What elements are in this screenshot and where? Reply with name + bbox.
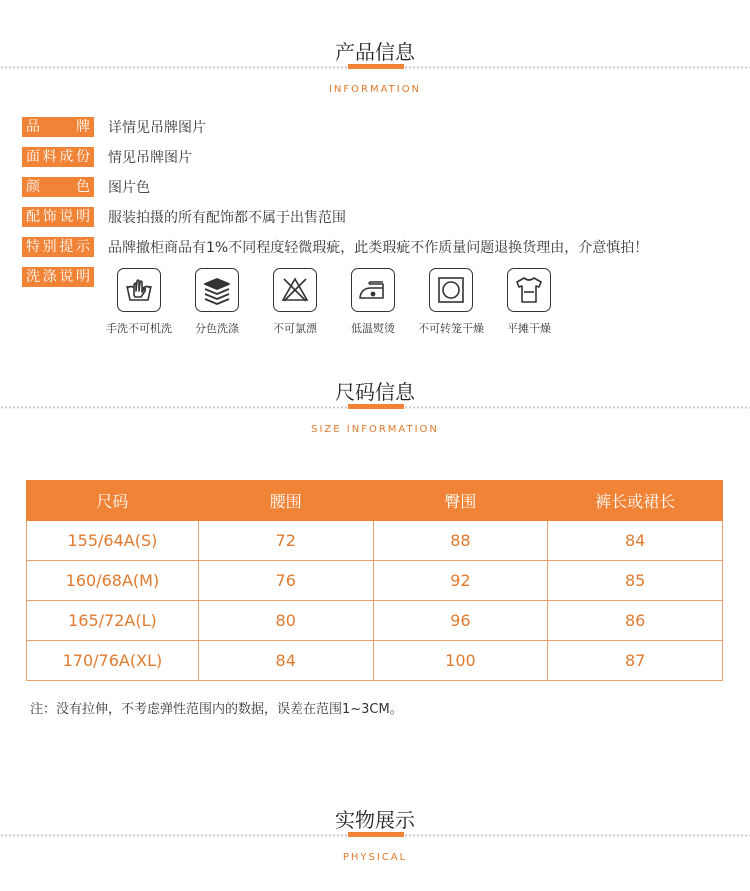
info-label: 特别提示 [22, 237, 94, 257]
table-cell: 92 [373, 561, 548, 601]
care-label: 手洗不可机洗 [106, 322, 172, 335]
size-table [26, 480, 723, 681]
info-label: 颜 色 [22, 177, 94, 197]
info-row-color [22, 176, 150, 198]
separate-wash-icon [195, 268, 239, 312]
accent-bar [348, 64, 404, 69]
table-cell: 85 [548, 561, 723, 601]
accent-bar [348, 832, 404, 837]
table-row [27, 521, 723, 561]
care-label: 不可转笼干燥 [418, 322, 484, 335]
table-cell: 86 [548, 601, 723, 641]
table-cell: 80 [198, 601, 373, 641]
info-row-notice [22, 236, 648, 258]
table-cell: 96 [373, 601, 548, 641]
info-value: 服装拍摄的所有配饰都不属于出售范围 [108, 210, 346, 226]
table-cell: 88 [373, 521, 548, 561]
flat-dry-icon [507, 268, 551, 312]
care-label: 不可氯漂 [273, 322, 317, 335]
product-info-header [0, 36, 750, 116]
care-item-flat-dry [489, 268, 569, 336]
care-item-separate-wash [177, 268, 257, 336]
table-row [27, 641, 723, 681]
section-title: 产品信息 [335, 40, 415, 64]
section-title: 实物展示 [335, 808, 415, 832]
section-title: 尺码信息 [335, 380, 415, 404]
care-label: 分色洗涤 [195, 322, 239, 335]
low-iron-icon [351, 268, 395, 312]
info-value: 图片色 [108, 180, 150, 196]
info-value: 详情见吊牌图片 [108, 120, 206, 136]
care-item-no-tumble-dry [411, 268, 491, 336]
info-label: 洗涤说明 [22, 267, 94, 287]
size-note: 注：没有拉伸，不考虑弹性范围内的数据，误差在范围1~3CM。 [30, 702, 403, 717]
size-info-header [0, 376, 750, 456]
info-row-brand [22, 116, 206, 138]
care-item-no-bleach [255, 268, 335, 336]
accent-bar [348, 404, 404, 409]
table-cell: 170/76A(XL) [27, 641, 199, 681]
table-cell: 72 [198, 521, 373, 561]
care-label: 平摊干燥 [507, 322, 551, 335]
table-cell: 76 [198, 561, 373, 601]
column-header: 裤长或裙长 [548, 481, 723, 521]
info-label: 配饰说明 [22, 207, 94, 227]
care-item-low-iron [333, 268, 413, 336]
care-label: 低温熨烫 [351, 322, 395, 335]
no-tumble-dry-icon [429, 268, 473, 312]
hand-wash-icon [117, 268, 161, 312]
info-value: 品牌撤柜商品有1%不同程度轻微瑕疵，此类瑕疵不作质量问题退换货理由，介意慎拍！ [108, 240, 649, 256]
info-row-washing [22, 266, 94, 288]
table-cell: 87 [548, 641, 723, 681]
section-subtitle: PHYSICAL [342, 852, 408, 863]
table-cell: 84 [548, 521, 723, 561]
section-subtitle: SIZE INFORMATION [311, 424, 439, 435]
physical-header [0, 804, 750, 884]
table-cell: 160/68A(M) [27, 561, 199, 601]
section-subtitle: INFORMATION [328, 84, 422, 95]
info-label: 品 牌 [22, 117, 94, 137]
info-row-accessories [22, 206, 346, 228]
table-cell: 84 [198, 641, 373, 681]
table-header-row [27, 481, 723, 521]
column-header: 尺码 [27, 481, 199, 521]
table-cell: 155/64A(S) [27, 521, 199, 561]
column-header: 腰围 [198, 481, 373, 521]
table-cell: 100 [373, 641, 548, 681]
care-item-hand-wash [99, 268, 179, 336]
no-bleach-icon [273, 268, 317, 312]
column-header: 臀围 [373, 481, 548, 521]
table-row [27, 601, 723, 641]
table-cell: 165/72A(L) [27, 601, 199, 641]
info-row-fabric [22, 146, 192, 168]
info-label: 面料成份 [22, 147, 94, 167]
info-value: 情见吊牌图片 [108, 150, 192, 166]
table-row [27, 561, 723, 601]
